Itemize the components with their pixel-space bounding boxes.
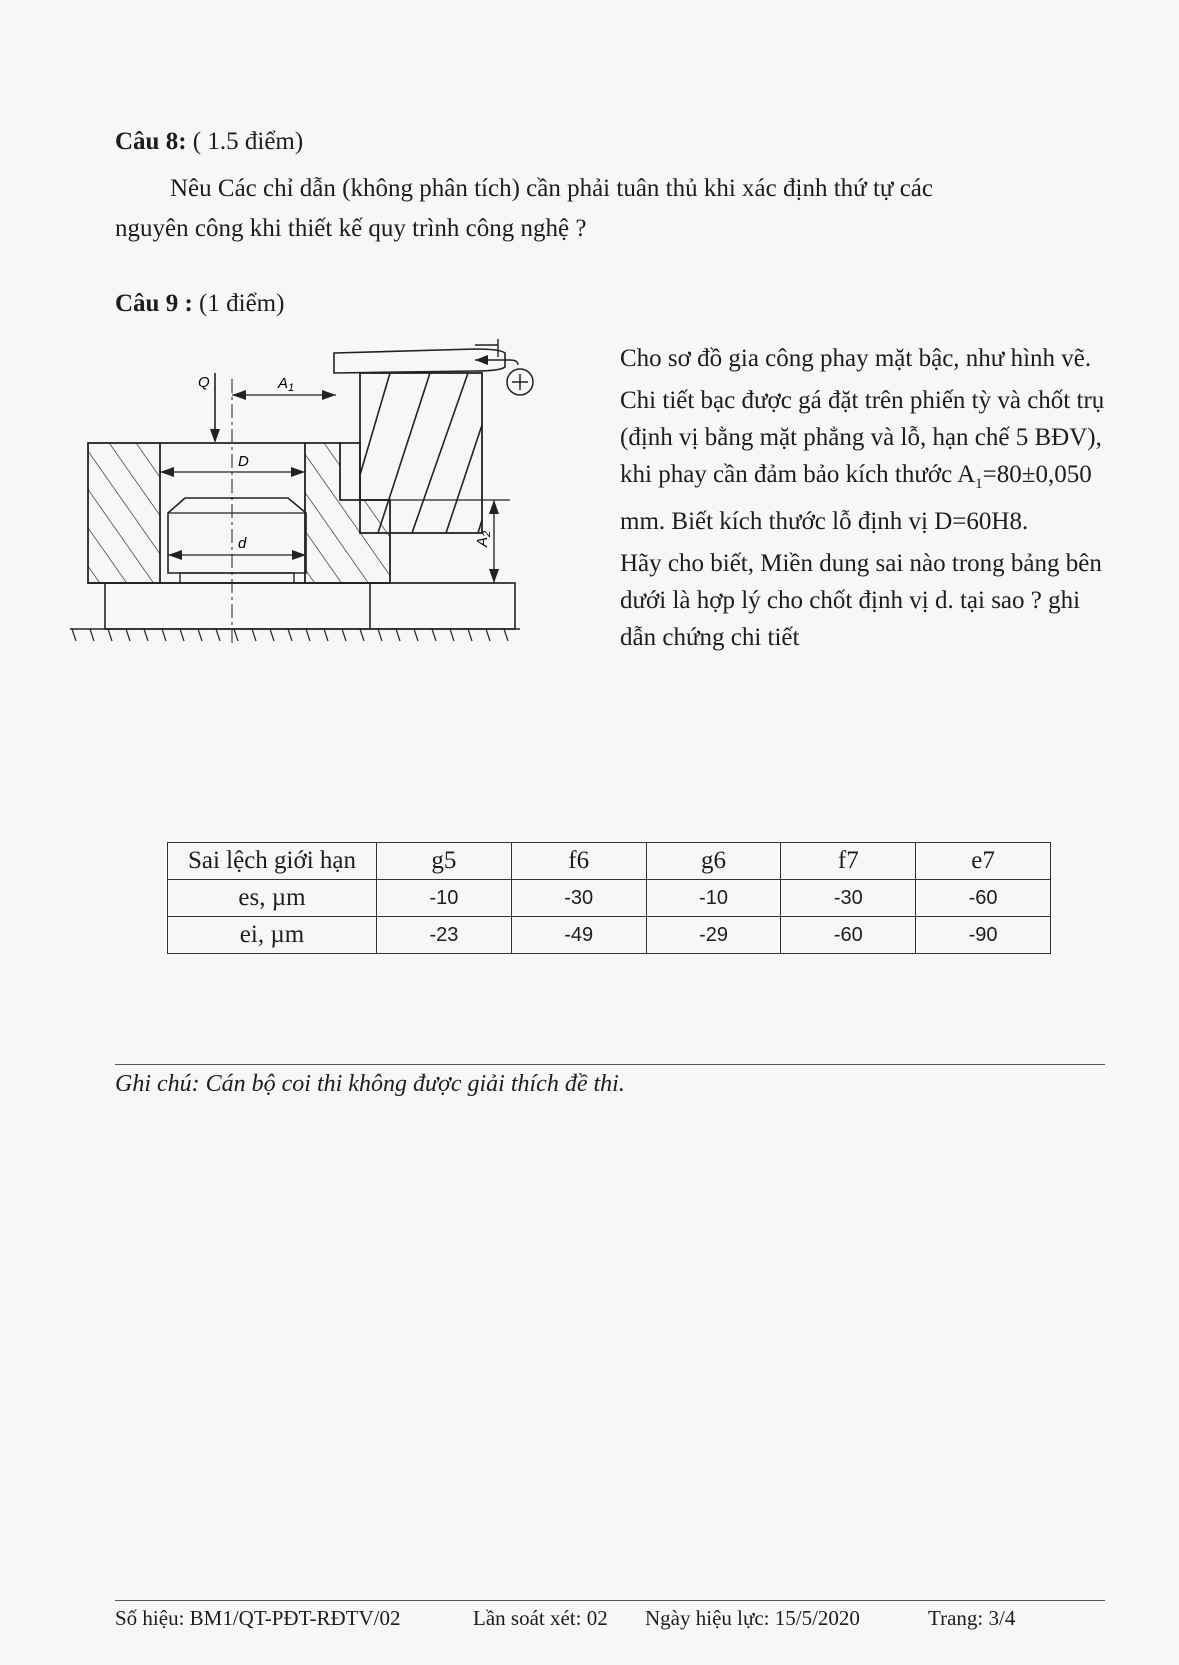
q9-paragraph-2: Chi tiết bạc được gá đặt trên phiến tỳ và chốt trụ (định vị bằng mặt phẳng và lỗ, hạn chế 5 BĐV), khi phay cần đảm bảo kích thước $A_1=80\pm 0,050$ mm. Biết kích thước lỗ định vị D=60H8. xyxy=(620,387,1105,535)
q9-paragraph-3: Hãy cho biết, Miền dung sai nào trong bảng bên dưới là hợp lý cho chốt định vị d. tại sao ? ghi dẫn chứng chi tiết xyxy=(620,550,1102,651)
row-label: es, µm xyxy=(168,880,377,917)
table-col-header: f6 xyxy=(511,843,646,880)
label-d-upper: D xyxy=(238,453,249,470)
q8-points: ( 1.5 điểm) xyxy=(186,128,304,155)
q9-title: Câu 9 : xyxy=(115,290,193,317)
table-header-row xyxy=(168,843,1051,880)
footer-effective-date: Ngày hiệu lực: 15/5/2020 xyxy=(645,1606,860,1630)
table-col-header: e7 xyxy=(916,843,1051,880)
q9-points: (1 điểm) xyxy=(192,290,285,317)
q9-paragraph-1: Cho sơ đồ gia công phay mặt bậc, như hình vẽ. xyxy=(620,345,1092,372)
q9-heading xyxy=(115,290,284,318)
ground-hatch xyxy=(72,629,508,641)
table-col-header: g6 xyxy=(646,843,781,880)
workpiece-left-wall xyxy=(88,443,160,583)
milling-fixture-diagram xyxy=(60,335,580,695)
table-header-label: Sai lệch giới hạn xyxy=(168,843,377,880)
locating-pin xyxy=(168,498,306,573)
label-q: Q xyxy=(198,374,210,391)
table-cell: -10 xyxy=(377,880,512,917)
feed-arrowhead xyxy=(475,355,488,365)
table-col-header: g5 xyxy=(377,843,512,880)
table-cell: -60 xyxy=(916,880,1051,917)
q8-line1: Nêu Các chỉ dẫn (không phân tích) cần phải tuân thủ khi xác định thứ tự các xyxy=(170,175,933,202)
note-divider xyxy=(115,1064,1105,1065)
table-cell: -30 xyxy=(781,880,916,917)
label-d-lower: d xyxy=(238,535,247,552)
table-row xyxy=(168,917,1051,954)
base-plate xyxy=(105,583,515,629)
tolerance-table xyxy=(167,842,1051,954)
footer-code: Số hiệu: BM1/QT-PĐT-RĐTV/02 xyxy=(115,1606,401,1630)
table-row xyxy=(168,880,1051,917)
table-cell: -30 xyxy=(511,880,646,917)
q9-description xyxy=(620,340,1110,661)
label-a2: $A_2$ xyxy=(474,530,493,547)
table-cell: -49 xyxy=(511,917,646,954)
q8-line2: nguyên công khi thiết kế quy trình công nghệ ? xyxy=(115,215,587,242)
table-cell: -90 xyxy=(916,917,1051,954)
row-label: ei, µm xyxy=(168,917,377,954)
feed-hook xyxy=(498,339,518,365)
table-cell: -10 xyxy=(646,880,781,917)
footer-revision: Lần soát xét: 02 xyxy=(473,1606,608,1630)
label-a1: $A_1$ xyxy=(278,375,295,394)
footer-divider xyxy=(115,1600,1105,1601)
workpiece-right-wall xyxy=(305,443,390,583)
table-cell: -23 xyxy=(377,917,512,954)
q8-heading xyxy=(115,128,303,156)
table-col-header: f7 xyxy=(781,843,916,880)
table-cell: -60 xyxy=(781,917,916,954)
pin-base xyxy=(180,573,294,583)
table-cell: -29 xyxy=(646,917,781,954)
q8-title: Câu 8: xyxy=(115,128,187,155)
proctor-note: Ghi chú: Cán bộ coi thi không được giải thích đề thi. xyxy=(115,1071,625,1097)
footer-page-number: Trang: 3/4 xyxy=(928,1606,1016,1630)
